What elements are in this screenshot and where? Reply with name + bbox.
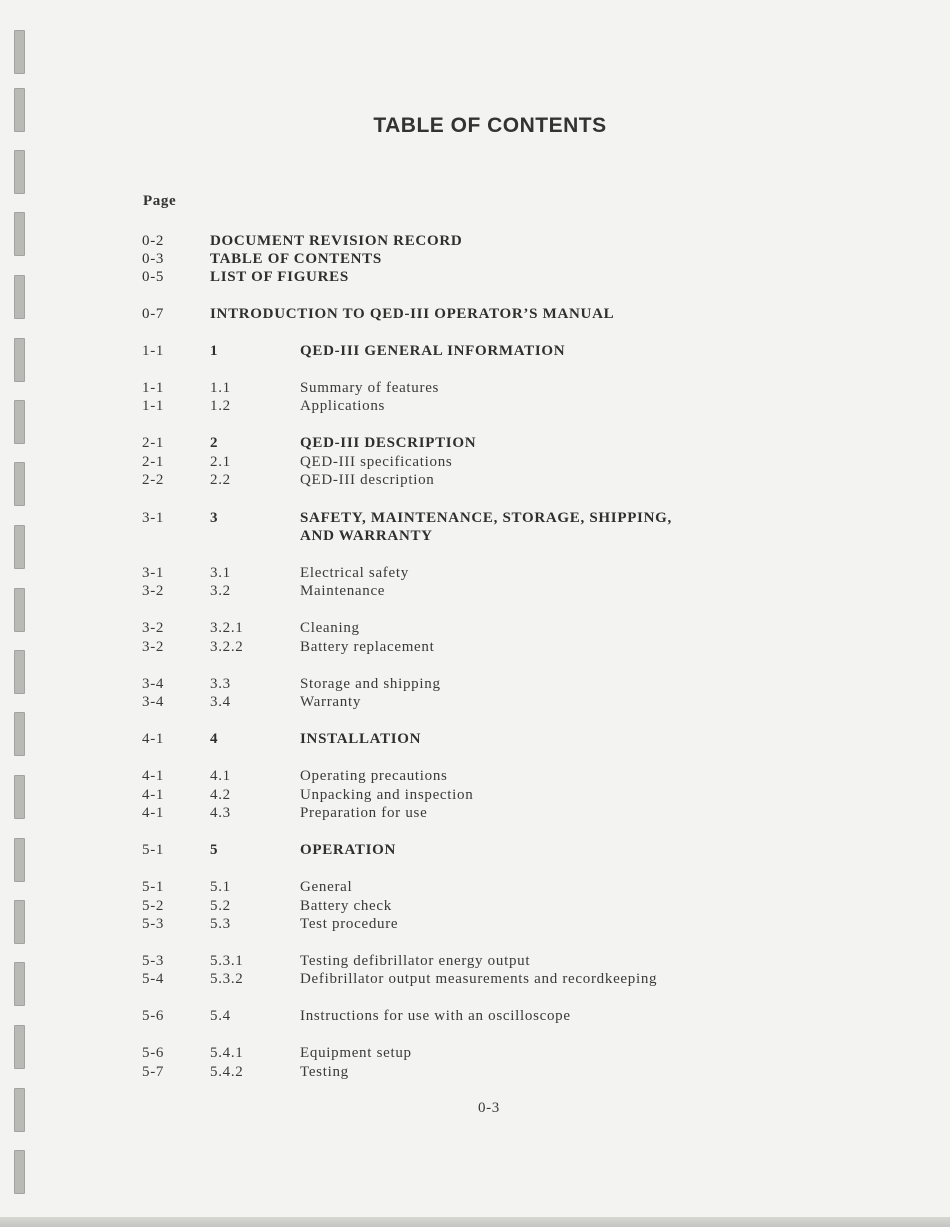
toc-page: 1-1 <box>142 343 165 359</box>
toc-section-number: 2 <box>210 435 219 451</box>
toc-title: Operating precautions <box>300 768 448 784</box>
toc-title: Equipment setup <box>300 1045 412 1061</box>
binder-hole <box>14 1150 25 1194</box>
toc-page: 5-4 <box>142 971 165 987</box>
toc-title: QED-III description <box>300 472 435 488</box>
toc-page: 3-2 <box>142 620 165 636</box>
toc-page: 5-3 <box>142 916 165 932</box>
toc-section-number: 2.1 <box>210 454 231 470</box>
toc-page: 5-1 <box>142 879 165 895</box>
toc-title: Warranty <box>300 694 362 710</box>
toc-page: 3-4 <box>142 694 165 710</box>
toc-section-number: 3 <box>210 510 219 526</box>
toc-section-number: 4.3 <box>210 805 231 821</box>
toc-title: LIST OF FIGURES <box>210 269 349 285</box>
toc-page: 0-5 <box>142 269 165 285</box>
toc-page: 5-6 <box>142 1008 165 1024</box>
toc-title: Testing defibrillator energy output <box>300 953 531 969</box>
binder-hole <box>14 400 25 444</box>
toc-page: 2-2 <box>142 472 165 488</box>
binder-hole <box>14 462 25 506</box>
binder-hole <box>14 1088 25 1132</box>
toc-section-number: 5.4.1 <box>210 1045 244 1061</box>
toc-section-number: 5.3.1 <box>210 953 244 969</box>
toc-page: 4-1 <box>142 805 165 821</box>
toc-page: 5-7 <box>142 1064 165 1080</box>
toc-page: 1-1 <box>142 380 165 396</box>
scan-edge <box>0 1217 950 1227</box>
toc-section-number: 4 <box>210 731 219 747</box>
toc-title: SAFETY, MAINTENANCE, STORAGE, SHIPPING, <box>300 510 672 526</box>
toc-page: 0-3 <box>142 251 165 267</box>
toc-page: 5-1 <box>142 842 165 858</box>
binder-hole <box>14 30 25 74</box>
toc-page: 0-2 <box>142 233 165 249</box>
toc-title: QED-III DESCRIPTION <box>300 435 477 451</box>
toc-title: QED-III GENERAL INFORMATION <box>300 343 566 359</box>
binder-hole <box>14 275 25 319</box>
binder-hole <box>14 338 25 382</box>
toc-section-number: 3.4 <box>210 694 231 710</box>
toc-title: QED-III specifications <box>300 454 453 470</box>
binder-hole <box>14 962 25 1006</box>
binder-hole <box>14 900 25 944</box>
toc-section-number: 3.2 <box>210 583 231 599</box>
toc-title: Battery replacement <box>300 639 435 655</box>
toc-title: TABLE OF CONTENTS <box>210 251 382 267</box>
binder-holes <box>0 0 40 1227</box>
toc-section-number: 5.4 <box>210 1008 231 1024</box>
toc-section-number: 2.2 <box>210 472 231 488</box>
toc-page: 0-7 <box>142 306 165 322</box>
toc-title: Applications <box>300 398 386 414</box>
toc-page: 3-2 <box>142 583 165 599</box>
binder-hole <box>14 838 25 882</box>
binder-hole <box>14 1025 25 1069</box>
toc-page: 4-1 <box>142 731 165 747</box>
binder-hole <box>14 150 25 194</box>
toc-section-number: 3.2.1 <box>210 620 244 636</box>
page-number: 0-3 <box>478 1100 500 1116</box>
toc-page: 3-2 <box>142 639 165 655</box>
page-title: TABLE OF CONTENTS <box>373 114 607 137</box>
toc-section-number: 1.1 <box>210 380 231 396</box>
toc-title-line2: AND WARRANTY <box>300 528 433 544</box>
toc-title: Electrical safety <box>300 565 409 581</box>
toc-page: 3-4 <box>142 676 165 692</box>
toc-page: 1-1 <box>142 398 165 414</box>
toc-page: 5-3 <box>142 953 165 969</box>
toc-title: Cleaning <box>300 620 360 636</box>
toc-title: OPERATION <box>300 842 397 858</box>
toc-section-number: 5.4.2 <box>210 1064 244 1080</box>
toc-page: 4-1 <box>142 787 165 803</box>
toc-title: Battery check <box>300 898 392 914</box>
binder-hole <box>14 775 25 819</box>
toc-title: Storage and shipping <box>300 676 441 692</box>
toc-page: 4-1 <box>142 768 165 784</box>
toc-title: Maintenance <box>300 583 386 599</box>
toc-title: Unpacking and inspection <box>300 787 474 803</box>
toc-page: 5-6 <box>142 1045 165 1061</box>
toc-section-number: 5.3.2 <box>210 971 244 987</box>
binder-hole <box>14 712 25 756</box>
toc-title: DOCUMENT REVISION RECORD <box>210 233 463 249</box>
toc-title: General <box>300 879 353 895</box>
toc-section-number: 5 <box>210 842 219 858</box>
toc-title: INTRODUCTION TO QED-III OPERATOR’S MANUAL <box>210 306 615 322</box>
toc-page: 2-1 <box>142 435 165 451</box>
toc-section-number: 5.3 <box>210 916 231 932</box>
toc-title: INSTALLATION <box>300 731 422 747</box>
toc-section-number: 5.1 <box>210 879 231 895</box>
toc-title: Instructions for use with an oscilloscope <box>300 1008 571 1024</box>
toc-section-number: 3.3 <box>210 676 231 692</box>
toc-page: 3-1 <box>142 510 165 526</box>
toc-section-number: 1 <box>210 343 219 359</box>
toc-title: Summary of features <box>300 380 440 396</box>
toc-section-number: 1.2 <box>210 398 231 414</box>
toc-title: Test procedure <box>300 916 399 932</box>
binder-hole <box>14 588 25 632</box>
toc-page: 2-1 <box>142 454 165 470</box>
binder-hole <box>14 650 25 694</box>
toc-title: Preparation for use <box>300 805 428 821</box>
binder-hole <box>14 212 25 256</box>
toc-page: 3-1 <box>142 565 165 581</box>
toc-section-number: 3.1 <box>210 565 231 581</box>
toc-section-number: 3.2.2 <box>210 639 244 655</box>
toc-title: Defibrillator output measurements and recordkeeping <box>300 971 658 987</box>
toc-title: Testing <box>300 1064 349 1080</box>
page-column-label: Page <box>143 193 177 209</box>
toc-section-number: 4.2 <box>210 787 231 803</box>
toc-page: 5-2 <box>142 898 165 914</box>
binder-hole <box>14 525 25 569</box>
toc-section-number: 4.1 <box>210 768 231 784</box>
toc-section-number: 5.2 <box>210 898 231 914</box>
